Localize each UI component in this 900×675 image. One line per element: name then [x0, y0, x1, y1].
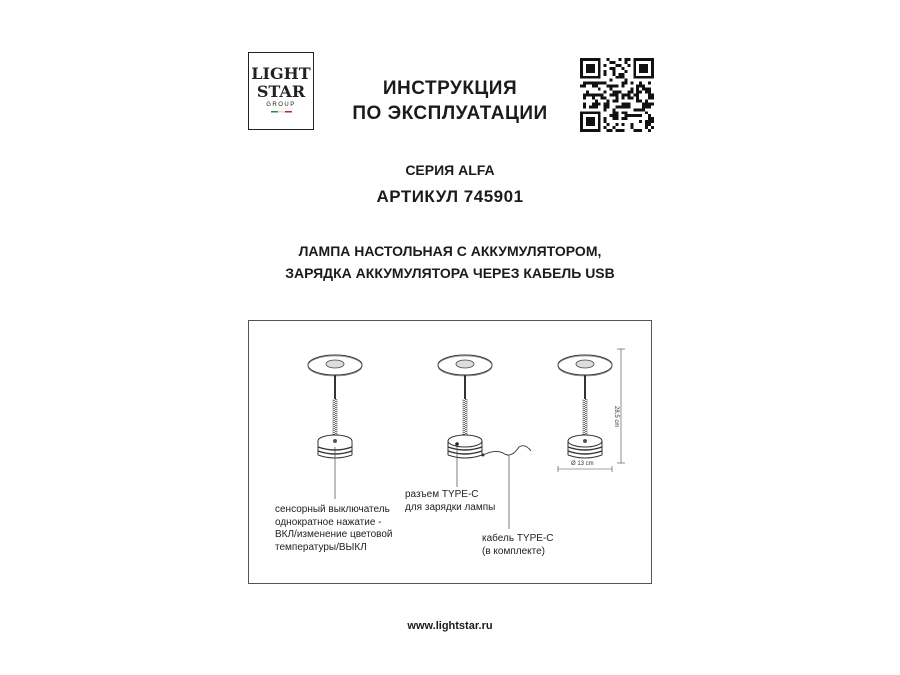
- document-title: [330, 76, 570, 126]
- logo-line-2: STAR: [256, 82, 306, 101]
- description-line-1: ЛАМПА НАСТОЛЬНАЯ С АККУМУЛЯТОРОМ,: [298, 243, 602, 259]
- logo-line-1: LIGHT: [251, 64, 311, 83]
- diameter-dimension-label: Ø 13 cm: [571, 461, 594, 467]
- description-line-2: ЗАРЯДКА АККУМУЛЯТОРА ЧЕРЕЗ КАБЕЛЬ USB: [285, 265, 615, 281]
- caption-switch-line: температуры/ВЫКЛ: [275, 541, 367, 553]
- title-line-1: ИНСТРУКЦИЯ: [382, 78, 518, 99]
- lamp-diagram-box: [248, 320, 652, 584]
- caption-switch-line: ВКЛ/изменение цветовой: [275, 529, 393, 540]
- height-dimension-label: 28,5 cm: [613, 406, 619, 428]
- qr-code: [580, 58, 654, 132]
- caption-switch-line: сенсорный выключатель: [275, 504, 390, 515]
- caption-cable-line: кабель TYPE-C: [482, 533, 554, 544]
- logo-line-3: GROUP: [266, 102, 296, 108]
- caption-port-line: для зарядки лампы: [405, 501, 496, 513]
- title-line-2: ПО ЭКСПЛУАТАЦИИ: [352, 103, 548, 124]
- caption-type-c-cable: [482, 533, 554, 558]
- website-link[interactable]: www.lightstar.ru: [407, 620, 493, 632]
- caption-touch-switch: [275, 504, 393, 554]
- article-number: АРТИКУЛ 745901: [376, 187, 524, 206]
- caption-cable-line: (в комплекте): [482, 545, 546, 557]
- series-label: СЕРИЯ ALFA: [405, 162, 495, 178]
- product-description: [230, 240, 670, 284]
- caption-switch-line: однократное нажатие -: [275, 516, 382, 528]
- caption-type-c-port: [405, 489, 495, 514]
- caption-port-line: разъем TYPE-C: [405, 489, 479, 500]
- lightstar-logo: [248, 52, 314, 130]
